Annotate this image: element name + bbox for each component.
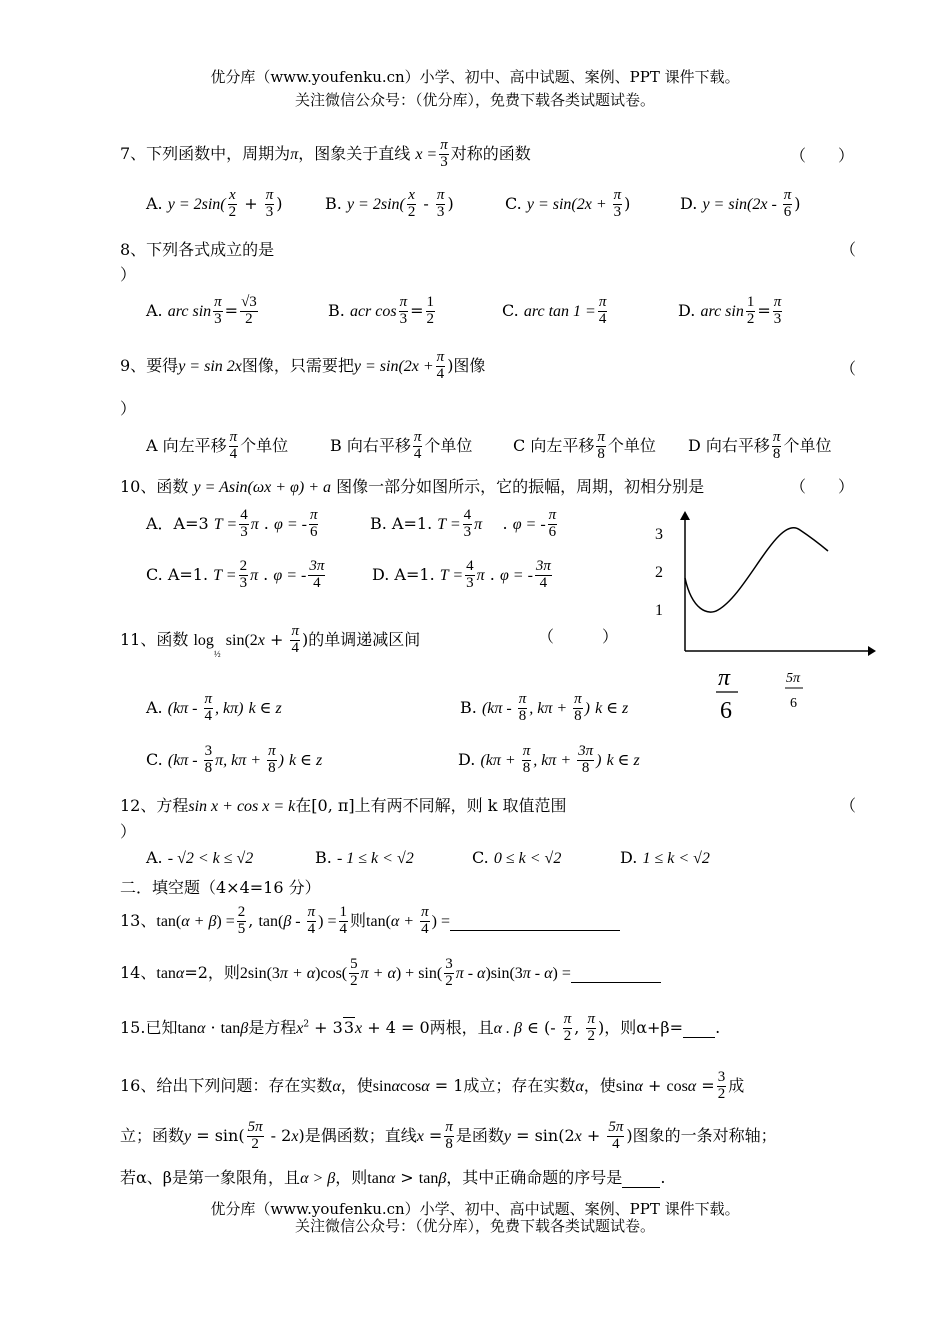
header-line-2: 关注微信公众号：（优分库），免费下载各类试题试卷。: [294, 91, 655, 109]
q10-answer-paren: （ ）: [790, 477, 855, 496]
q11-option-b[interactable]: B. (kπ - $\frac{\pi}{8}$ , kπ + $\frac{\pi}{8}$ ) k ∈ z: [460, 691, 629, 724]
q11-stem: 11、函数 $\log_{\frac{1}{2}} \sin(2x$ + $\frac{\pi}{4}$ )的单调递减区间: [120, 623, 421, 659]
q10-option-d[interactable]: D. A=1. T = $\frac{4}{3}$ π . φ = - $\frac{3\pi}{4}$: [372, 558, 551, 591]
q10-option-a[interactable]: A．A=3 T = $\frac{4}{3}$ π . φ = - $\frac{\pi}{6}$: [146, 507, 318, 540]
q12-option-c[interactable]: C. 0 ≤ k < √2: [472, 848, 562, 867]
q11-option-c[interactable]: C. (kπ - $\frac{3}{8}$ π, kπ + $\frac{\pi}{8}$ ) k ∈ z: [146, 743, 323, 776]
graph-y-label-1: 1: [655, 602, 663, 619]
q7-option-b[interactable]: B. y = 2sin( $\frac{x}{2}$ - $\frac{\pi}{3}$ ): [325, 187, 454, 220]
q8-option-b[interactable]: B. acr cos $\frac{\pi}{3}$ = $\frac{1}{2}$: [328, 294, 435, 327]
q11-option-d[interactable]: D. (kπ + $\frac{\pi}{8}$ , kπ + $\frac{3\pi}{8}$ ) k ∈ z: [458, 743, 640, 776]
q16-answer-blank[interactable]: [622, 1168, 660, 1188]
graph-x-label-5pi-6-den: 6: [790, 696, 797, 711]
section-2-title: 二．填空题（4×4=16 分）: [120, 878, 321, 897]
q9-option-a[interactable]: A 向左平移 $\frac{\pi}{4}$ 个单位: [146, 429, 289, 462]
q14: 14、tanα=2，则2sin(3π + α)cos( $\frac{5}{2}$ π + α) + sin( $\frac{3}{2}$ π - α)sin(3π - α) =: [120, 957, 661, 990]
graph-y-label-2: 2: [655, 564, 663, 581]
q9-stem: 9、要得y = sin 2x图像，只需要把y = sin(2x + $\frac{\pi}{4}$ )图像: [120, 349, 486, 382]
q16-line-1: 16、给出下列问题：存在实数α，使sinαcosα = 1成立；存在实数α，使sinα + cosα = $\frac{3}{2}$ 成: [120, 1069, 745, 1102]
q10-option-b[interactable]: B. A=1. T = $\frac{4}{3}$ π . φ = - $\frac{\pi}{6}$: [370, 507, 557, 540]
q11-option-a[interactable]: A. (kπ - $\frac{\pi}{4}$ , kπ) k ∈ z: [146, 691, 282, 724]
q12-option-b[interactable]: B. - 1 ≤ k < √2: [315, 848, 414, 867]
header-line-1: 优分库（www.youfenku.cn）小学、初中、高中试题、案例、PPT 课件下载。: [210, 68, 740, 86]
q9-paren-close: ）: [120, 399, 137, 418]
q9-option-b[interactable]: B 向右平移 $\frac{\pi}{4}$ 个单位: [330, 429, 473, 462]
q8-option-a[interactable]: A. arc sin $\frac{\pi}{3}$ = $\frac{√3}{2}$: [146, 294, 257, 327]
q14-answer-blank[interactable]: [571, 963, 661, 983]
q7-answer-paren: （ ）: [790, 146, 855, 165]
graph-x-label-5pi-6-num: 5π: [786, 671, 801, 686]
footer-line-1: 优分库（www.youfenku.cn）小学、初中、高中试题、案例、PPT 课件下载。: [210, 1200, 740, 1218]
q13: 13、tan(α + β) = $\frac{2}{5}$ , tan(β - $\frac{\pi}{4}$ ) = $\frac{1}{4}$ 则tan(α + $\frac{\pi}{4}$ ) =: [120, 905, 620, 938]
graph-x-arrow: [868, 646, 876, 656]
q7-option-a[interactable]: A. y = 2sin( $\frac{x}{2}$ + $\frac{\pi}{3}$ ): [146, 187, 283, 220]
q16-line-2: 立；函数y = sin( $\frac{5\pi}{2}$ - 2x)是偶函数；直线x = $\frac{\pi}{8}$ 是函数y = sin(2x + $\frac{5\pi}{4}$ )图象的一条对称轴；: [120, 1119, 777, 1152]
q10-option-c[interactable]: C. A=1. T = $\frac{2}{3}$ π . φ = - $\frac{3\pi}{4}$: [146, 558, 325, 591]
q13-answer-blank[interactable]: [450, 911, 620, 931]
q12-stem: 12、方程sin x + cos x = k在[0, π]上有两不同解，则 k 取值范围: [120, 796, 567, 815]
q7-stem: 7、下列函数中，周期为π，图象关于直线 x = $\frac{\pi}{3}$ 对称的函数: [120, 137, 531, 170]
graph-y-label-3: 3: [655, 526, 663, 543]
q12-option-d[interactable]: D. 1 ≤ k < √2: [620, 848, 710, 867]
graph-curve: [685, 528, 828, 612]
q8-paren-open: （: [840, 240, 857, 259]
graph-x-label-pi-6-den: 6: [720, 698, 732, 724]
q10-graph: [650, 508, 880, 728]
footer-line-2: 关注微信公众号：（优分库），免费下载各类试题试卷。: [294, 1217, 655, 1235]
graph-x-label-pi-6-num: π: [718, 665, 731, 691]
q8-option-d[interactable]: D. arc sin $\frac{1}{2}$ = $\frac{\pi}{3}$: [678, 294, 782, 327]
q12-paren-close: ）: [120, 822, 137, 841]
q8-stem: 8、下列各式成立的是: [120, 240, 275, 259]
q7-option-d[interactable]: D. y = sin(2x - $\frac{\pi}{6}$ ): [680, 187, 801, 220]
q9-option-c[interactable]: C 向左平移 $\frac{\pi}{8}$ 个单位: [513, 429, 656, 462]
q11-answer-paren: （ ）: [538, 627, 619, 646]
graph-y-arrow: [680, 511, 690, 520]
q15-answer-blank[interactable]: [683, 1018, 715, 1038]
q8-paren-close: ）: [120, 265, 137, 284]
q15: 15.已知tanα · tanβ是方程$x^2 + 33x + 4 = 0$两根，且α . β ∈ (- $\frac{\pi}{2}$ , $\frac{\pi}{2}$ )，则α+β= .: [120, 1011, 721, 1044]
q9-paren-open: （: [840, 359, 857, 378]
q10-stem: 10、函数 y = Asin(ωx + φ) + a 图像一部分如图所示，它的振幅，周期，初相分别是: [120, 477, 705, 496]
q12-paren-open: （: [840, 796, 857, 815]
q16-line-3: 若α、β是第一象限角，且α > β，则tanα > tanβ，其中正确命题的序号是 .: [120, 1168, 666, 1187]
q7-option-c[interactable]: C. y = sin(2x + $\frac{\pi}{3}$ ): [505, 187, 631, 220]
q9-option-d[interactable]: D 向右平移 $\frac{\pi}{8}$ 个单位: [688, 429, 832, 462]
q8-option-c[interactable]: C. arc tan 1 = $\frac{\pi}{4}$: [502, 294, 607, 327]
q12-option-a[interactable]: A. - √2 < k ≤ √2: [146, 848, 254, 867]
